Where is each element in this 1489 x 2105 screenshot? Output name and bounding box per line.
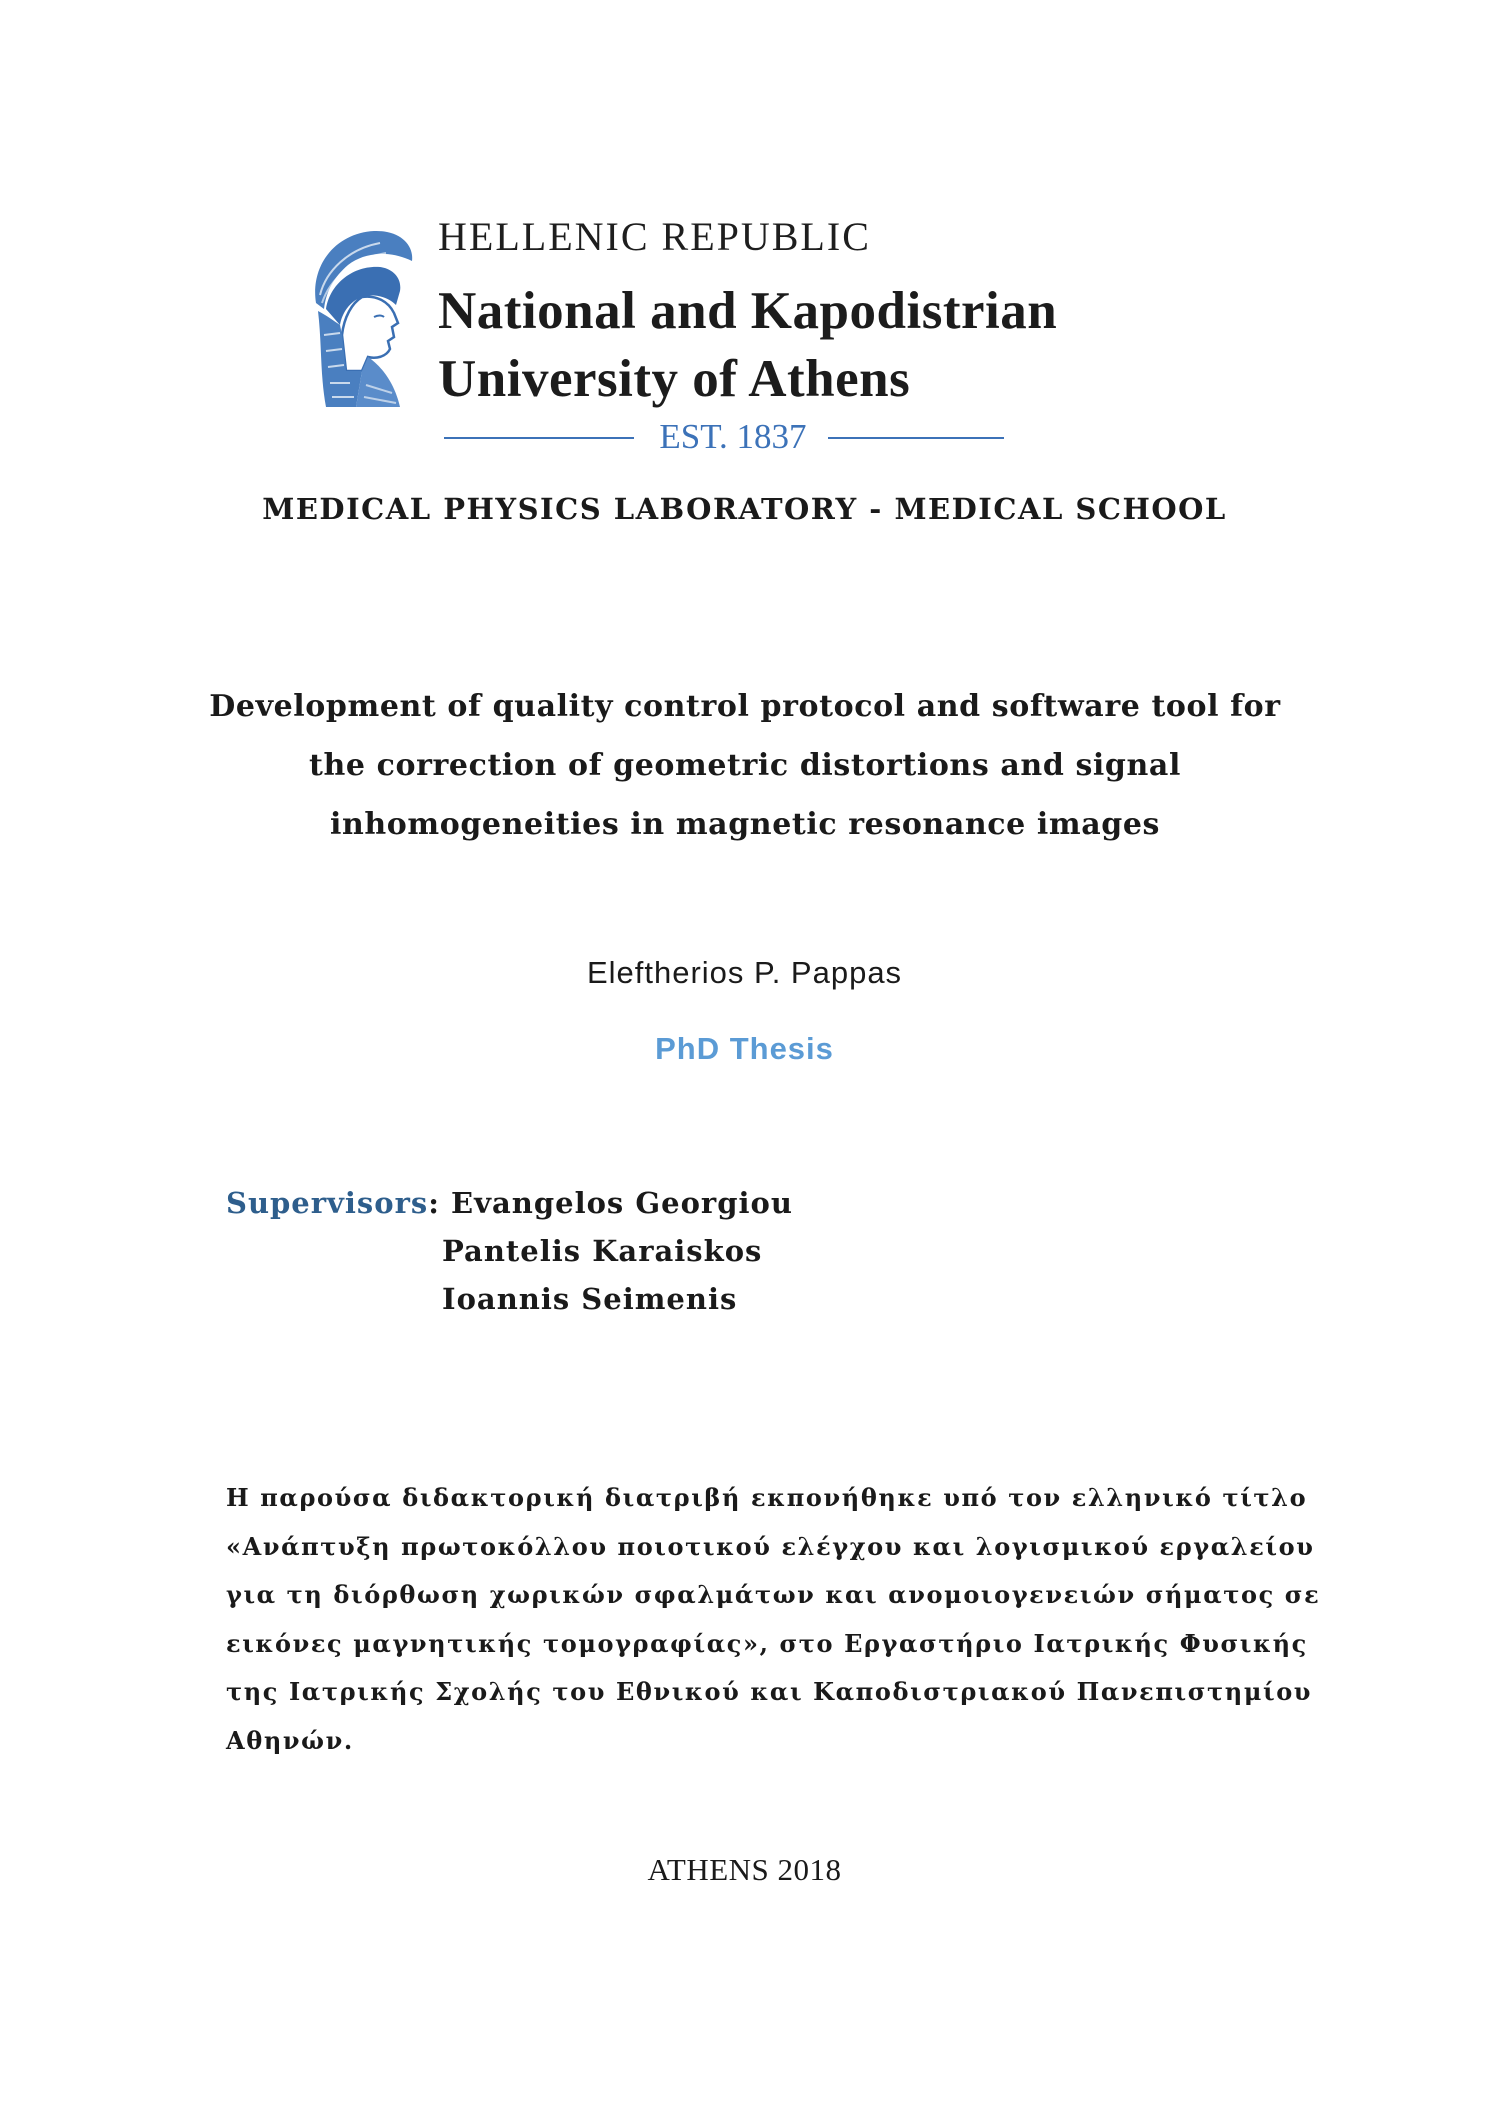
logo-divider-right xyxy=(828,437,1004,439)
greek-note-line: «Ανάπτυξη πρωτοκόλλου ποιοτικού ελέγχου και λογισμικού εργαλείου xyxy=(226,1531,1315,1561)
athena-head-emblem-icon xyxy=(296,225,420,411)
thesis-title xyxy=(160,677,1330,854)
greek-title-note xyxy=(226,1474,1321,1765)
logo-divider-left xyxy=(444,437,634,439)
supervisor-row xyxy=(442,1282,737,1316)
thesis-title-line: inhomogeneities in magnetic resonance images xyxy=(329,807,1161,842)
supervisors-label: Supervisors xyxy=(226,1186,429,1220)
place-and-year: ATHENS 2018 xyxy=(647,1852,842,1887)
supervisor-name: Pantelis Karaiskos xyxy=(442,1234,763,1268)
author-name: Eleftherios P. Pappas xyxy=(586,955,903,990)
thesis-title-line: the correction of geometric distortions and signal xyxy=(309,748,1181,783)
degree-label: PhD Thesis xyxy=(655,1031,834,1066)
greek-note-line: της Ιατρικής Σχολής του Εθνικού και Καποδιστριακού Πανεπιστημίου xyxy=(226,1677,1313,1706)
greek-note-line: εικόνες μαγνητικής τομογραφίας», στο Εργαστήριο Ιατρικής Φυσικής xyxy=(226,1628,1308,1658)
laboratory-heading: MEDICAL PHYSICS LABORATORY - MEDICAL SCHOOL xyxy=(262,492,1227,526)
supervisor-name: Evangelos Georgiou xyxy=(451,1186,793,1220)
supervisor-name: Ioannis Seimenis xyxy=(442,1282,738,1316)
logo-university-name-line2: University of Athens xyxy=(438,350,911,408)
supervisors-separator: : xyxy=(428,1186,440,1220)
logo-university-name-line1: National and Kapodistrian xyxy=(438,282,1058,340)
logo-established-year: EST. 1837 xyxy=(659,417,807,456)
logo-republic-text: HELLENIC REPUBLIC xyxy=(438,214,871,259)
supervisor-row xyxy=(226,1186,793,1220)
thesis-title-line: Development of quality control protocol and software tool for xyxy=(209,689,1281,724)
greek-note-line: για τη διόρθωση χωρικών σφαλμάτων και ανομοιογενειών σήματος σε xyxy=(226,1580,1321,1609)
greek-note-line: Η παρούσα διδακτορική διατριβή εκπονήθηκε υπό τον ελληνικό τίτλο xyxy=(226,1483,1308,1512)
supervisor-row xyxy=(442,1234,762,1268)
greek-note-line: Αθηνών. xyxy=(226,1725,354,1755)
university-logo xyxy=(296,205,1196,465)
